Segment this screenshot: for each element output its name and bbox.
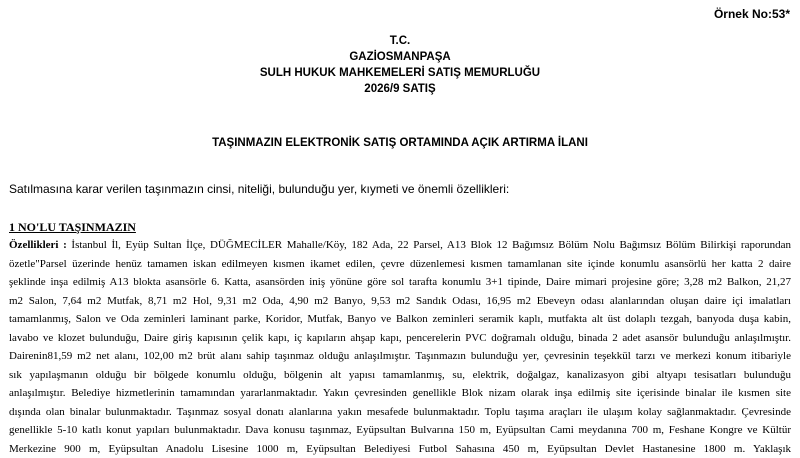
description-line: lavabo ve klozet bulunduğu, Daire giriş kapısının çelik kapı, iç kapıların ahşap kapı, pencerelerin PVC doğramalı olduğu, binada 2 adet asansör bulunduğu anlaşılmıştır. — [9, 329, 791, 348]
property-description — [9, 236, 791, 458]
header-line-tc: T.C. — [0, 33, 800, 49]
description-line: Dairenin81,59 m2 net alanı, 102,00 m2 brüt alanı sahip taşınmaz olduğu anlaşılmıştır. Taşınmazın bulunduğu yer, çevresinin teşekkül tarzı ve merkezi konum itibariyle — [9, 347, 791, 366]
section-title: 1 NO'LU TAŞINMAZIN — [9, 220, 136, 235]
document-header — [0, 33, 800, 97]
features-label: Özellikleri : — [9, 239, 67, 251]
header-line-office: SULH HUKUK MAHKEMELERİ SATIŞ MEMURLUĞU — [0, 65, 800, 81]
description-line: sık yapılaşmanın olduğu bir bölgede konumlu olduğu, bölgenin alt yapısı tamamlanmış, su, elektrik, doğalgaz, kanalizasyon gibi altyapı tesisatları bulunduğu — [9, 366, 791, 385]
sample-number: Örnek No:53* — [714, 7, 790, 21]
description-line: şeklinde inşa edilmiş A13 blokta asansörle 6. Katta, asansörden iniş yönüne göre sol tarafta konumlu 3+1 tipinde, Daire mimari projesine göre; 3,28 m2 Balkon, 21,27 — [9, 273, 791, 292]
description-line: dışında olan binalar bulunmaktadır. Taşınmaz sosyal donatı alanlarına yakın mesafede bulunmaktadır. Toplu taşıma araçları ile ulaşım kolay sağlanmaktadır. Çevresinde — [9, 403, 791, 422]
header-line-case-no: 2026/9 SATIŞ — [0, 81, 800, 97]
description-line: genellikle 5-10 katlı konut yapıları bulunmaktadır. Dava konusu taşınmaz, Eyüpsultan Bulvarına 150 m, Eyüpsultan Cami meydanına 700 m, Feshane Kongre ve Kültür — [9, 421, 791, 440]
description-line — [9, 236, 791, 255]
announcement-title: TAŞINMAZIN ELEKTRONİK SATIŞ ORTAMINDA AÇIK ARTIRMA İLANI — [0, 137, 800, 149]
description-line: özetle"Parsel üzerinde henüz tamamen iskan edilmeyen kısmen ikamet edilen, çevre düzenlemesi kısmen tamamlanan site içinde konumlu asansörlü her katta 2 daire — [9, 255, 791, 274]
header-line-district: GAZİOSMANPAŞA — [0, 49, 800, 65]
description-line: Merkezine 900 m, Eyüpsultan Anadolu Lisesine 1000 m, Eyüpsultan Belediyesi Futbol Sahasına 450 m, Eyüpsultan Devlet Hastanesine 1800 m. Yaklaşık — [9, 440, 791, 458]
description-line: anlaşılmıştır. Belediye hizmetlerinin tamamından yararlanmaktadır. Yakın çevresinden genellikle Blok nizam olarak inşa edilmiş site içerisinde binalar ile kısmen site — [9, 384, 791, 403]
description-line: m2 Salon, 7,64 m2 Mutfak, 8,71 m2 Hol, 9,31 m2 Oda, 4,90 m2 Banyo, 9,53 m2 Sandık Odası, 16,95 m2 Ebeveyn odası alanlarından oluşan daire içi imalatları — [9, 292, 791, 311]
description-line-text: İstanbul İl, Eyüp Sultan İlçe, DÜĞMECİLER Mahalle/Köy, 182 Ada, 22 Parsel, A13 Blok 12 Bağımsız Bölüm Nolu Bağımsız Bölüm Bilirkişi raporundan — [67, 239, 791, 251]
description-line: tamamlanmış, Salon ve Oda zeminleri laminant parke, Koridor, Mutfak, Banyo ve Balkon zeminleri seramik kaplı, mutfakta alt üst dolaplı tezgah, banyoda duşa kabin, — [9, 310, 791, 329]
intro-paragraph: Satılmasına karar verilen taşınmazın cinsi, niteliği, bulunduğu yer, kıymeti ve önemli özellikleri: — [9, 182, 509, 196]
